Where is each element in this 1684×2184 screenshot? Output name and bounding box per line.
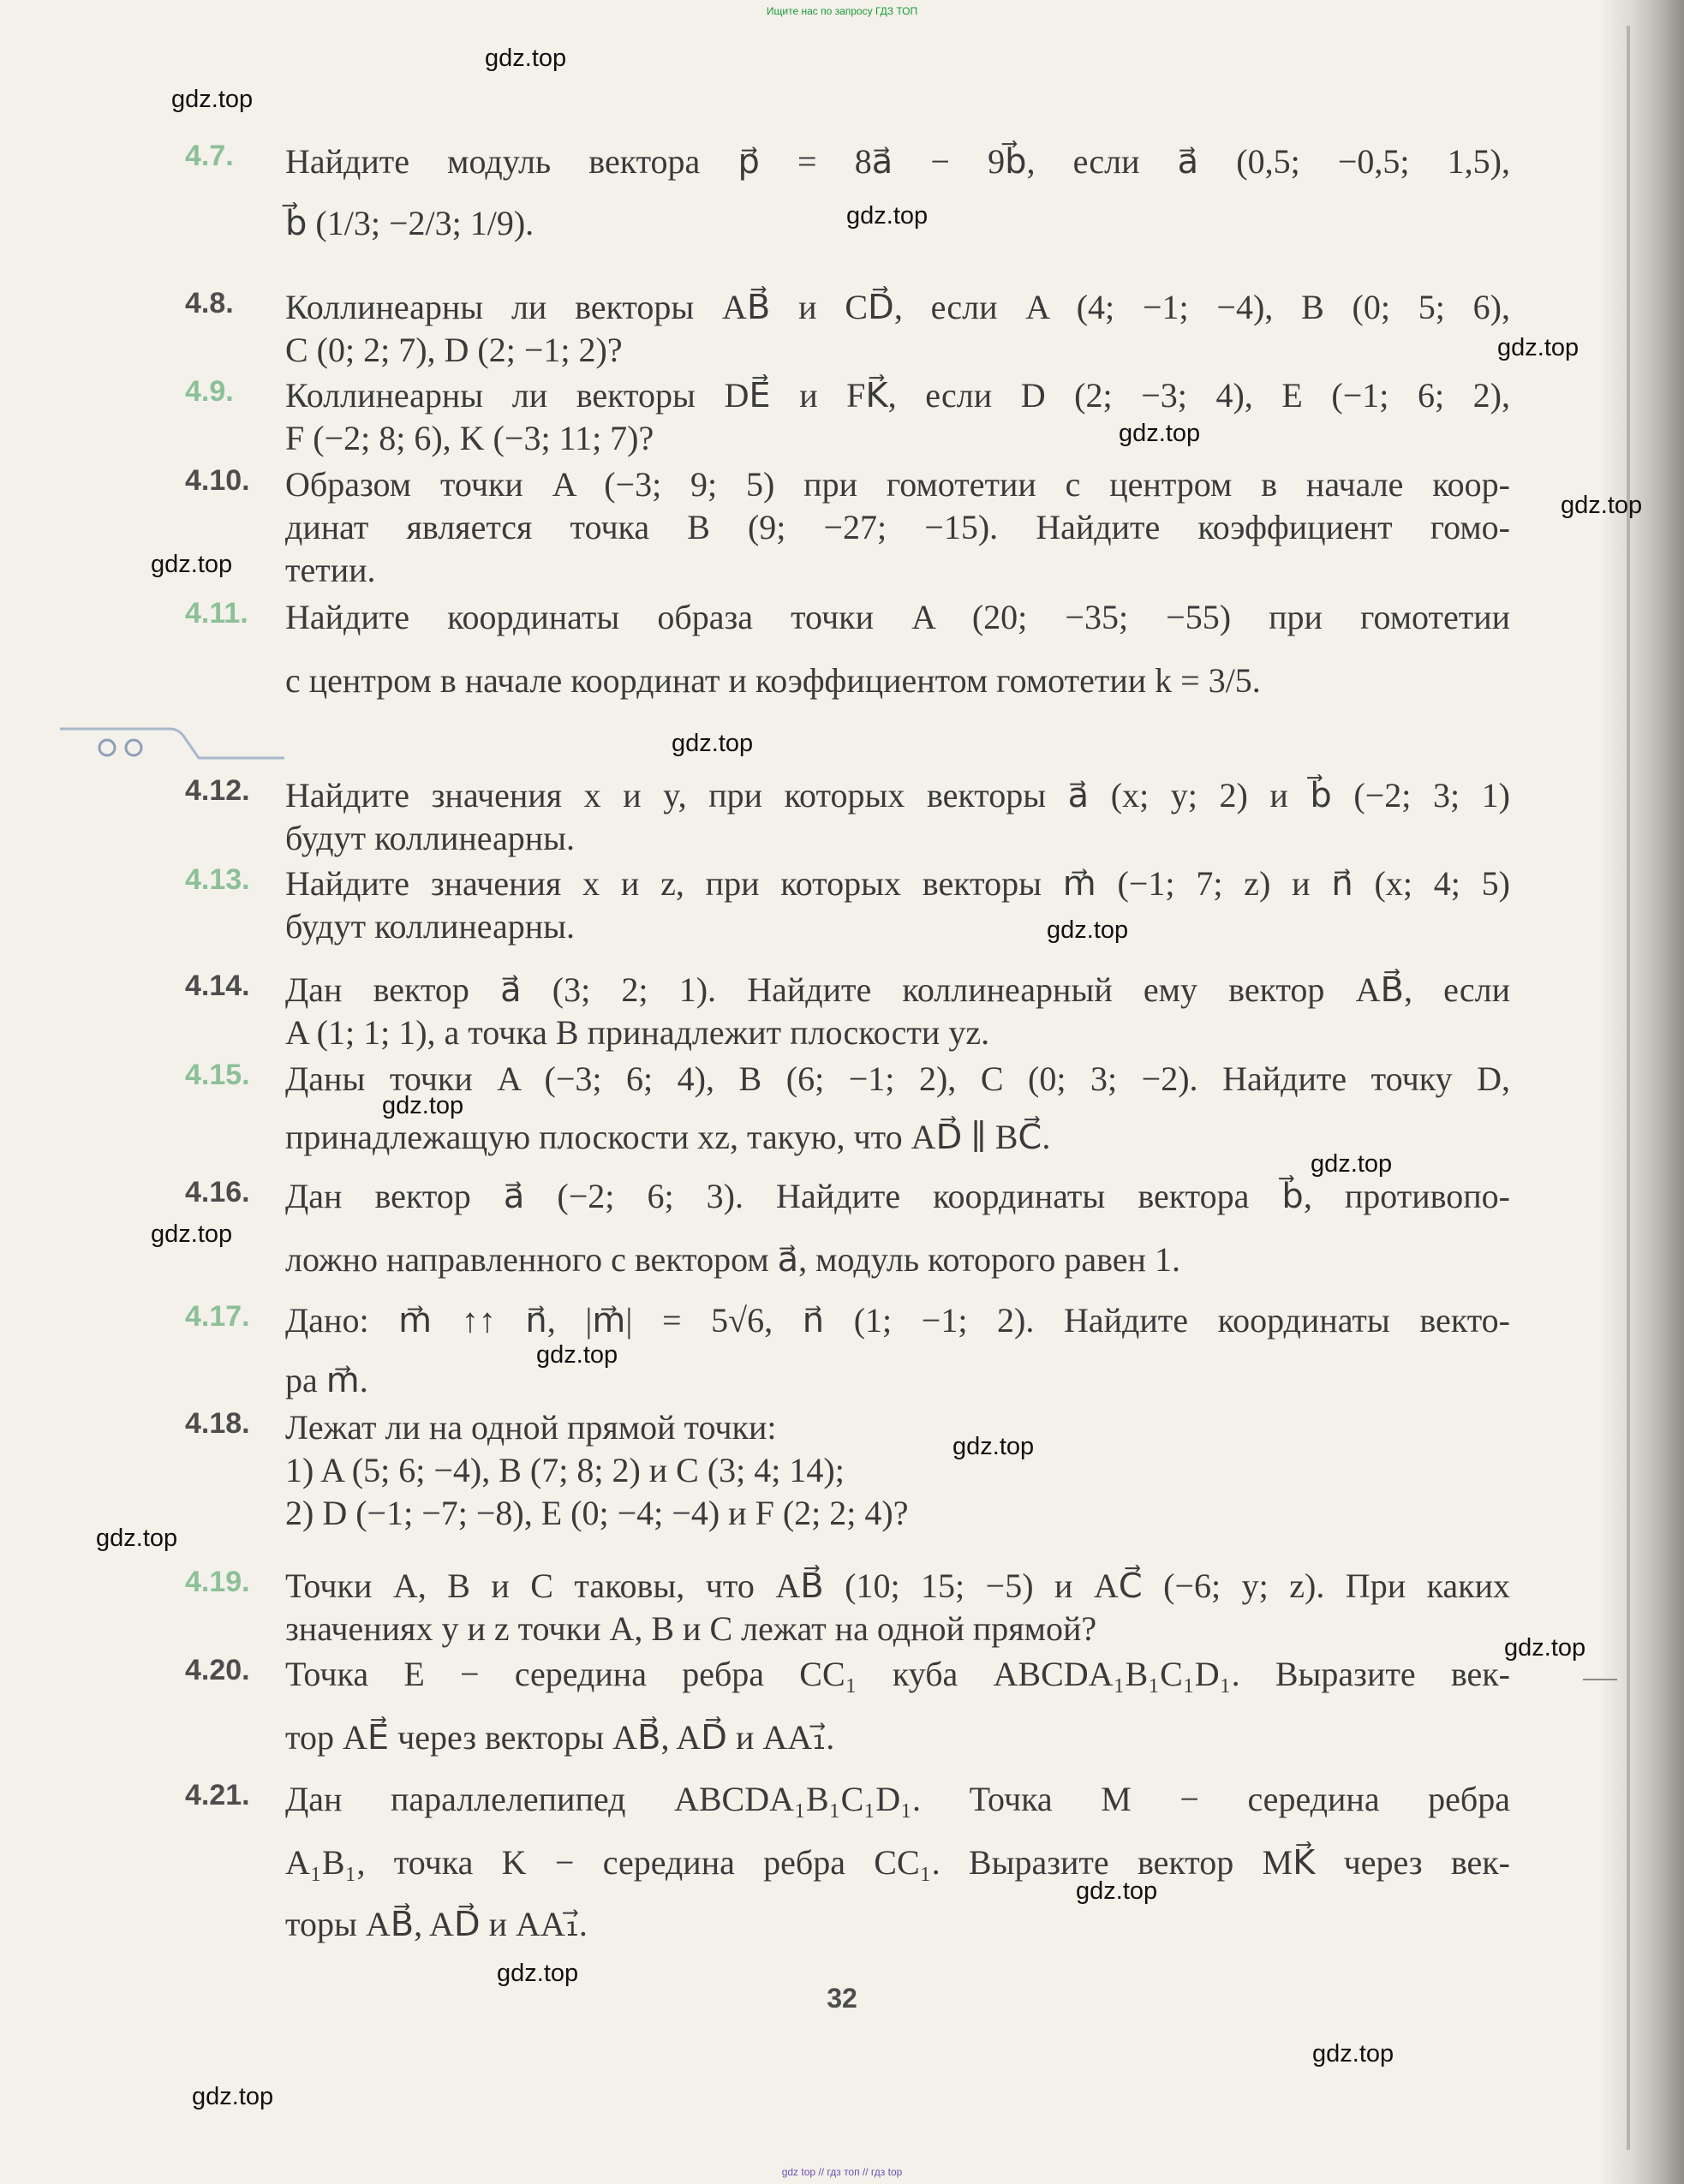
margin-tick (1583, 1679, 1617, 1680)
problem-number: 4.8. (185, 287, 234, 319)
problem-text-line: 1) A (5; 6; −4), B (7; 8; 2) и C (3; 4; 14); (285, 1451, 845, 1489)
watermark: gdz.top (1497, 334, 1579, 361)
watermark: gdz.top (672, 730, 754, 757)
divider-dot (126, 740, 141, 755)
watermark: gdz.top (1311, 1150, 1393, 1178)
problem-number: 4.10. (185, 464, 250, 497)
watermark: gdz.top (497, 1960, 579, 1987)
problem-text-line: Дано: m⃗ ↑↑ n⃗, |m⃗| = 5√6, n⃗ (1; −1; 2). Найдите координаты векто- (285, 1301, 1510, 1340)
problem-number: 4.12. (185, 774, 250, 807)
problem-text-line: Найдите значения x и y, при которых векторы a⃗ (x; y; 2) и b⃗ (−2; 3; 1) (285, 776, 1510, 815)
watermark: gdz.top (96, 1525, 178, 1552)
watermark: gdz.top (1504, 1634, 1586, 1662)
problem-text-line: Дан вектор a⃗ (−2; 6; 3). Найдите координаты вектора b⃗, противопо- (285, 1177, 1510, 1215)
watermark: gdz.top (1561, 492, 1643, 519)
watermark: gdz.top (1076, 1877, 1158, 1905)
watermark: gdz.top (485, 45, 567, 72)
problem-text-line: Найдите значения x и z, при которых векторы m⃗ (−1; 7; z) и n⃗ (x; 4; 5) (285, 864, 1510, 903)
problem-text-line: ра m⃗. (285, 1361, 368, 1399)
problem-number: 4.18. (185, 1407, 250, 1440)
page-binding-shadow (1603, 0, 1684, 2184)
problem-text-line: A₁B₁, точка K − середина ребра CC₁. Выразите вектор MK⃗ через век- (285, 1843, 1510, 1882)
problem-number: 4.15. (185, 1059, 250, 1091)
watermark: gdz.top (171, 86, 254, 113)
problem-number: 4.20. (185, 1654, 250, 1686)
watermark: gdz.top (151, 1220, 233, 1248)
problem-text-line: F (−2; 8; 6), K (−3; 11; 7)? (285, 419, 654, 457)
top-banner: Ищите нас по запросу ГДЗ ТОП (766, 5, 918, 17)
problem-text-line: тетии. (285, 551, 376, 589)
watermark: gdz.top (1119, 420, 1201, 447)
page-number: 32 (827, 1983, 857, 2014)
problem-number: 4.17. (185, 1300, 250, 1333)
problem-text-line: Точка E − середина ребра CC₁ куба ABCDA₁B₁C₁D₁. Выразите век- (285, 1655, 1510, 1693)
problem-number: 4.11. (185, 597, 248, 630)
watermark: gdz.top (192, 2083, 274, 2110)
problem-text-line: 2) D (−1; −7; −8), E (0; −4; −4) и F (2; 2; 4)? (285, 1494, 909, 1532)
problem-text-line: будут коллинеарны. (285, 907, 576, 946)
footer-banner: gdz top // гдз топ // гдз top (781, 2166, 903, 2178)
problem-number: 4.9. (185, 375, 234, 408)
section-divider (60, 724, 291, 767)
divider-dot (99, 740, 115, 755)
watermark: gdz.top (536, 1341, 618, 1369)
problem-text-line: Найдите координаты образа точки A (20; −35; −55) при гомотетии (285, 598, 1510, 636)
problem-text-line: Коллинеарны ли векторы DE⃗ и FK⃗, если D (2; −3; 4), E (−1; 6; 2), (285, 376, 1510, 415)
problem-number: 4.13. (185, 863, 250, 896)
problem-number: 4.21. (185, 1779, 250, 1811)
problem-number: 4.19. (185, 1566, 250, 1598)
problem-text-line: A (1; 1; 1), а точка B принадлежит плоскости yz. (285, 1013, 990, 1052)
watermark: gdz.top (846, 202, 929, 230)
problem-text-line: торы AB⃗, AD⃗ и AA₁⃗. (285, 1905, 588, 1943)
problem-text-line: Дан вектор a⃗ (3; 2; 1). Найдите коллинеарный ему вектор AB⃗, если (285, 970, 1510, 1009)
problem-text-line: динат является точка B (9; −27; −15). Найдите коэффициент гомо- (285, 508, 1510, 546)
problem-text-line: b⃗ (1/3; −2/3; 1/9). (285, 204, 534, 242)
watermark: gdz.top (151, 551, 233, 578)
problem-text-line: Лежат ли на одной прямой точки: (285, 1408, 777, 1447)
problem-text-line: будут коллинеарны. (285, 819, 576, 857)
problem-text-line: принадлежащую плоскости xz, такую, что AD⃗ ∥ BC⃗. (285, 1118, 1051, 1156)
problem-text-line: с центром в начале координат и коэффициентом гомотетии k = 3/5. (285, 661, 1261, 700)
problem-text-line: ложно направленного с вектором a⃗, модуль которого равен 1. (285, 1240, 1180, 1279)
problem-text-line: значениях y и z точки A, B и C лежат на одной прямой? (285, 1609, 1097, 1648)
problem-number: 4.7. (185, 140, 234, 172)
problem-text-line: Точки A, B и C таковы, что AB⃗ (10; 15; −5) и AC⃗ (−6; y; z). При каких (285, 1566, 1510, 1605)
problem-number: 4.16. (185, 1176, 250, 1208)
page-edge-line (1627, 26, 1630, 2150)
watermark: gdz.top (1047, 916, 1129, 944)
problem-number: 4.14. (185, 970, 250, 1002)
problem-text-line: Найдите модуль вектора p⃗ = 8a⃗ − 9b⃗, если a⃗ (0,5; −0,5; 1,5), (285, 142, 1510, 181)
problem-text-line: C (0; 2; 7), D (2; −1; 2)? (285, 331, 623, 369)
problem-text-line: Даны точки A (−3; 6; 4), B (6; −1; 2), C (0; 3; −2). Найдите точку D, (285, 1059, 1510, 1098)
watermark: gdz.top (952, 1433, 1035, 1460)
watermark: gdz.top (382, 1092, 464, 1119)
problem-text-line: тор AE⃗ через векторы AB⃗, AD⃗ и AA₁⃗. (285, 1718, 835, 1757)
watermark: gdz.top (1312, 2040, 1394, 2068)
problem-text-line: Дан параллелепипед ABCDA₁B₁C₁D₁. Точка M − середина ребра (285, 1780, 1510, 1818)
problem-text-line: Образом точки A (−3; 9; 5) при гомотетии с центром в начале коор- (285, 465, 1510, 504)
problem-text-line: Коллинеарны ли векторы AB⃗ и CD⃗, если A (4; −1; −4), B (0; 5; 6), (285, 288, 1510, 326)
